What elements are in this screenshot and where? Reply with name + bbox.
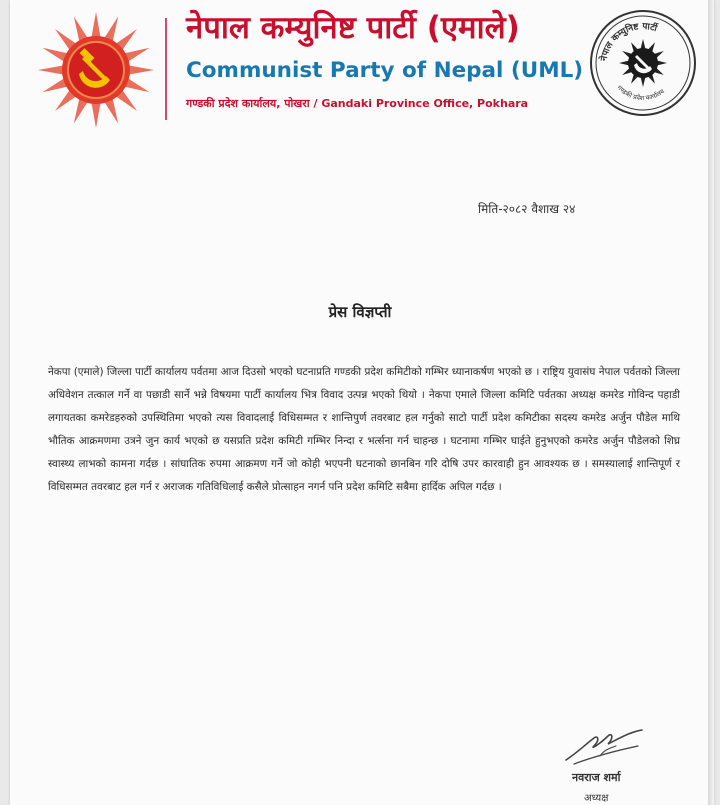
- header-divider: [165, 18, 167, 120]
- press-release-body: नेकपा (एमाले) जिल्ला पार्टी कार्यालय पर्वतमा आज दिउसो भएको घटनाप्रति गण्डकी प्रदेश कमिटीको गम्भिर ध्यानाकर्षण भएको छ । राष्ट्रिय युवासंघ नेपाल पर्वतको जिल्ला अधिवेशन तत्काल गर्ने वा पछाडी सार्ने भन्ने विषयमा पार्टी कार्यालय भित्र विवाद उत्पन्न भएको थियो । नेकपा एमाले जिल्ला कमिटि पर्वतका अध्यक्ष कमरेड गोविन्द पहाडी लगायतका कमरेडहरुको उपस्थितिमा भएको त्यस विवादलाई विधिसम्मत र शान्तिपुर्ण तवरबाट हल गर्नुको साटो पार्टी प्रदेश कमिटीका सदस्य कमरेड अर्जुन पौडेल माथि भौतिक आक्रमणमा उत्रने जुन कार्य भएको छ यसप्रति प्रदेश कमिटी गम्भिर निन्दा र भर्त्सना गर्न चाहन्छ । घटनामा गम्भिर घाईते हुनुभएको कमरेड अर्जुन पौडेलको शिघ्र स्वास्थ्य लाभको कामना गर्दछ । सांघातिक रुपमा आक्रमण गर्ने जो कोही भएपनी घटनाको छानबिन गरि दोषि उपर कारवाही हुन आवश्यक छ । समस्यालाई शान्तिपूर्ण र विधिसम्मत तवरबाट हल गर्न र अराजक गतिविधिलाई कसैले प्रोत्साहन नगर्न पनि प्रदेश कमिटि सबैमा हार्दिक अपिल गर्दछ ।: [48, 366, 680, 493]
- office-address: गण्डकी प्रदेश कार्यालय, पोखरा / Gandaki Province Office, Pokhara: [186, 97, 529, 110]
- party-name-english: Communist Party of Nepal (UML): [186, 58, 584, 83]
- page-edge-shadow: [708, 0, 714, 805]
- signatory-name: नवराज शर्मा: [572, 771, 621, 784]
- svg-text:नेपाल कम्युनिष्ट पार्टी: नेपाल कम्युनिष्ट पार्टी: [599, 21, 659, 62]
- signatory-title: अध्यक्ष: [584, 793, 609, 804]
- party-name-nepali: नेपाल कम्युनिष्ट पार्टी (एमाले): [186, 10, 520, 46]
- party-seal-icon: [588, 8, 698, 118]
- document-heading: प्रेस विज्ञप्ती: [328, 303, 392, 321]
- handwritten-signature: [560, 722, 650, 770]
- svg-text:गण्डकी प्रदेश कार्यालय: गण्डकी प्रदेश कार्यालय: [615, 83, 666, 103]
- release-date: मिति-२०८२ वैशाख २४: [478, 202, 576, 216]
- party-emblem-sun-icon: [36, 10, 156, 130]
